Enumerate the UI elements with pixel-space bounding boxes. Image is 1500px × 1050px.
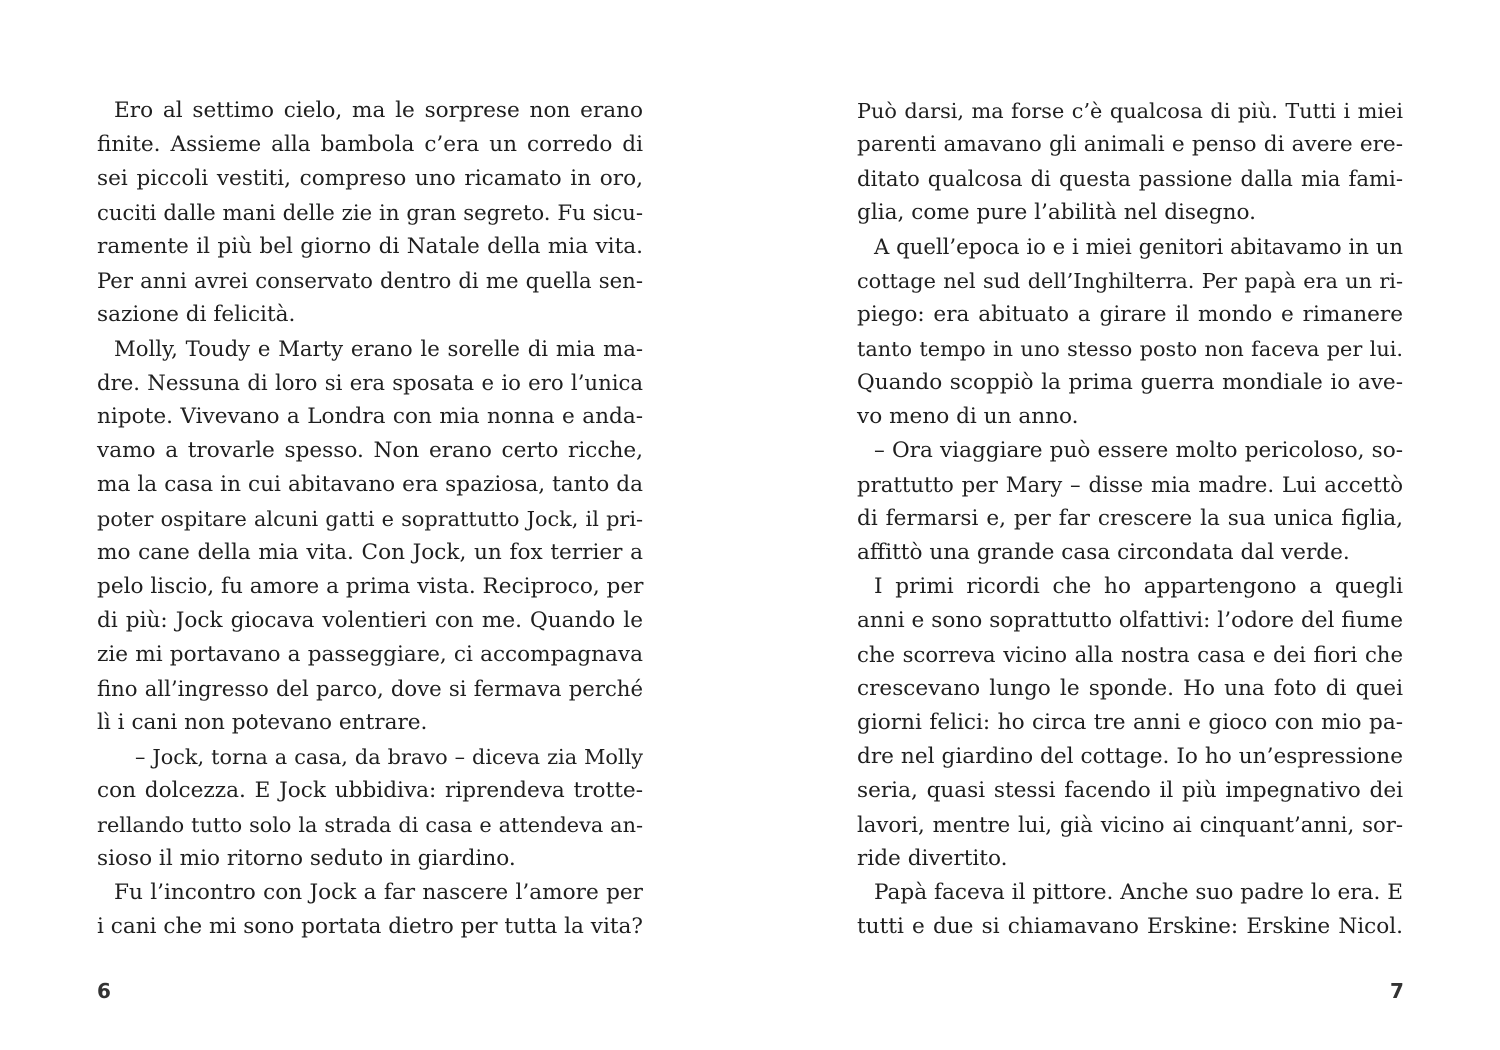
text-line: Molly, Toudy e Marty erano le sorelle di mia ma- bbox=[114, 336, 643, 361]
text-line: dre nel giardino del cottage. Io ho un’espressione bbox=[857, 744, 1403, 769]
text-line: prattutto per Mary – disse mia madre. Lui accettò bbox=[857, 472, 1403, 497]
right-page bbox=[750, 0, 1500, 1050]
right-page-text bbox=[857, 94, 1403, 944]
text-line: sioso il mio ritorno seduto in giardino. bbox=[97, 846, 516, 871]
text-line: pelo liscio, fu amore a prima vista. Reciproco, per bbox=[97, 574, 644, 599]
text-line: Può darsi, ma forse c’è qualcosa di più. Tutti i miei bbox=[857, 99, 1403, 123]
page-number: 7 bbox=[1390, 979, 1404, 1003]
text-line: nipote. Vivevano a Londra con mia nonna e anda- bbox=[97, 404, 643, 429]
text-line: Per anni avrei conservato dentro di me quella sen- bbox=[97, 268, 643, 293]
text-line: fino all’ingresso del parco, dove si fermava perché bbox=[97, 676, 643, 701]
text-line: – Jock, torna a casa, da bravo – diceva zia Molly bbox=[135, 745, 643, 769]
text-line: poter ospitare alcuni gatti e soprattutto Jock, il pri- bbox=[97, 507, 643, 531]
text-line: ditato qualcosa di questa passione dalla mia fami- bbox=[857, 166, 1403, 191]
text-line: – Ora viaggiare può essere molto pericoloso, so- bbox=[874, 438, 1403, 463]
text-line: A quell’epoca io e i miei genitori abitavamo in un bbox=[874, 234, 1403, 259]
text-line: dre. Nessuna di loro si era sposata e io ero l’unica bbox=[97, 370, 643, 395]
text-line: Fu l’incontro con Jock a far nascere l’amore per bbox=[114, 880, 643, 905]
text-line: ride divertito. bbox=[857, 846, 1008, 871]
text-line: che scorreva vicino alla nostra casa e dei fiori che bbox=[857, 642, 1403, 667]
text-line: seria, quasi stessi facendo il più impegnativo dei bbox=[857, 778, 1403, 803]
left-page-text bbox=[97, 94, 643, 944]
text-line: zie mi portavano a passeggiare, ci accompagnava bbox=[97, 642, 643, 667]
text-line: Ero al settimo cielo, ma le sorprese non erano bbox=[114, 98, 643, 123]
text-line: rellando tutto solo la strada di casa e attendeva an- bbox=[97, 813, 643, 837]
text-line: anni e sono soprattutto olfattivi: l’odore del fiume bbox=[857, 608, 1403, 633]
text-line: vo meno di un anno. bbox=[857, 404, 1079, 429]
text-line: lavori, mentre lui, già vicino ai cinquant’anni, sor- bbox=[857, 812, 1403, 837]
text-line: piego: era abituato a girare il mondo e rimanere bbox=[857, 302, 1403, 327]
text-line: cuciti dalle mani delle zie in gran segreto. Fu sicu- bbox=[97, 200, 643, 225]
text-line: i cani che mi sono portata dietro per tutta la vita? bbox=[97, 914, 643, 939]
text-line: cottage nel sud dell’Inghilterra. Per papà era un ri- bbox=[857, 269, 1403, 293]
text-line: sazione di felicità. bbox=[97, 302, 296, 327]
text-line: I primi ricordi che ho appartengono a quegli bbox=[874, 574, 1403, 599]
text-line: glia, come pure l’abilità nel disegno. bbox=[857, 200, 1257, 225]
text-line: finite. Assieme alla bambola c’era un corredo di bbox=[97, 132, 643, 157]
text-line: crescevano lungo le sponde. Ho una foto di quei bbox=[857, 676, 1403, 701]
text-line: di più: Jock giocava volentieri con me. Quando le bbox=[97, 608, 643, 633]
text-line: Quando scoppiò la prima guerra mondiale io ave- bbox=[857, 370, 1403, 395]
text-line: lì i cani non potevano entrare. bbox=[97, 710, 428, 735]
page-number: 6 bbox=[97, 979, 111, 1003]
text-line: ma la casa in cui abitavano era spaziosa, tanto da bbox=[97, 472, 643, 497]
text-line: di fermarsi e, per far crescere la sua unica figlia, bbox=[857, 506, 1403, 531]
text-line: Papà faceva il pittore. Anche suo padre lo era. E bbox=[874, 880, 1403, 905]
text-line: con dolcezza. E Jock ubbidiva: riprendeva trotte- bbox=[97, 778, 643, 803]
text-line: giorni felici: ho circa tre anni e gioco con mio pa- bbox=[857, 710, 1403, 735]
text-line: mo cane della mia vita. Con Jock, un fox terrier a bbox=[97, 540, 643, 565]
text-line: ramente il più bel giorno di Natale della mia vita. bbox=[97, 234, 643, 259]
text-line: affittò una grande casa circondata dal verde. bbox=[857, 540, 1350, 565]
text-line: tutti e due si chiamavano Erskine: Erskine Nicol. bbox=[857, 914, 1403, 939]
text-line: sei piccoli vestiti, compreso uno ricamato in oro, bbox=[97, 166, 643, 191]
text-line: parenti amavano gli animali e penso di avere ere- bbox=[857, 132, 1403, 157]
text-line: vamo a trovarle spesso. Non erano certo ricche, bbox=[97, 438, 643, 463]
text-line: tanto tempo in uno stesso posto non faceva per lui. bbox=[857, 337, 1403, 361]
